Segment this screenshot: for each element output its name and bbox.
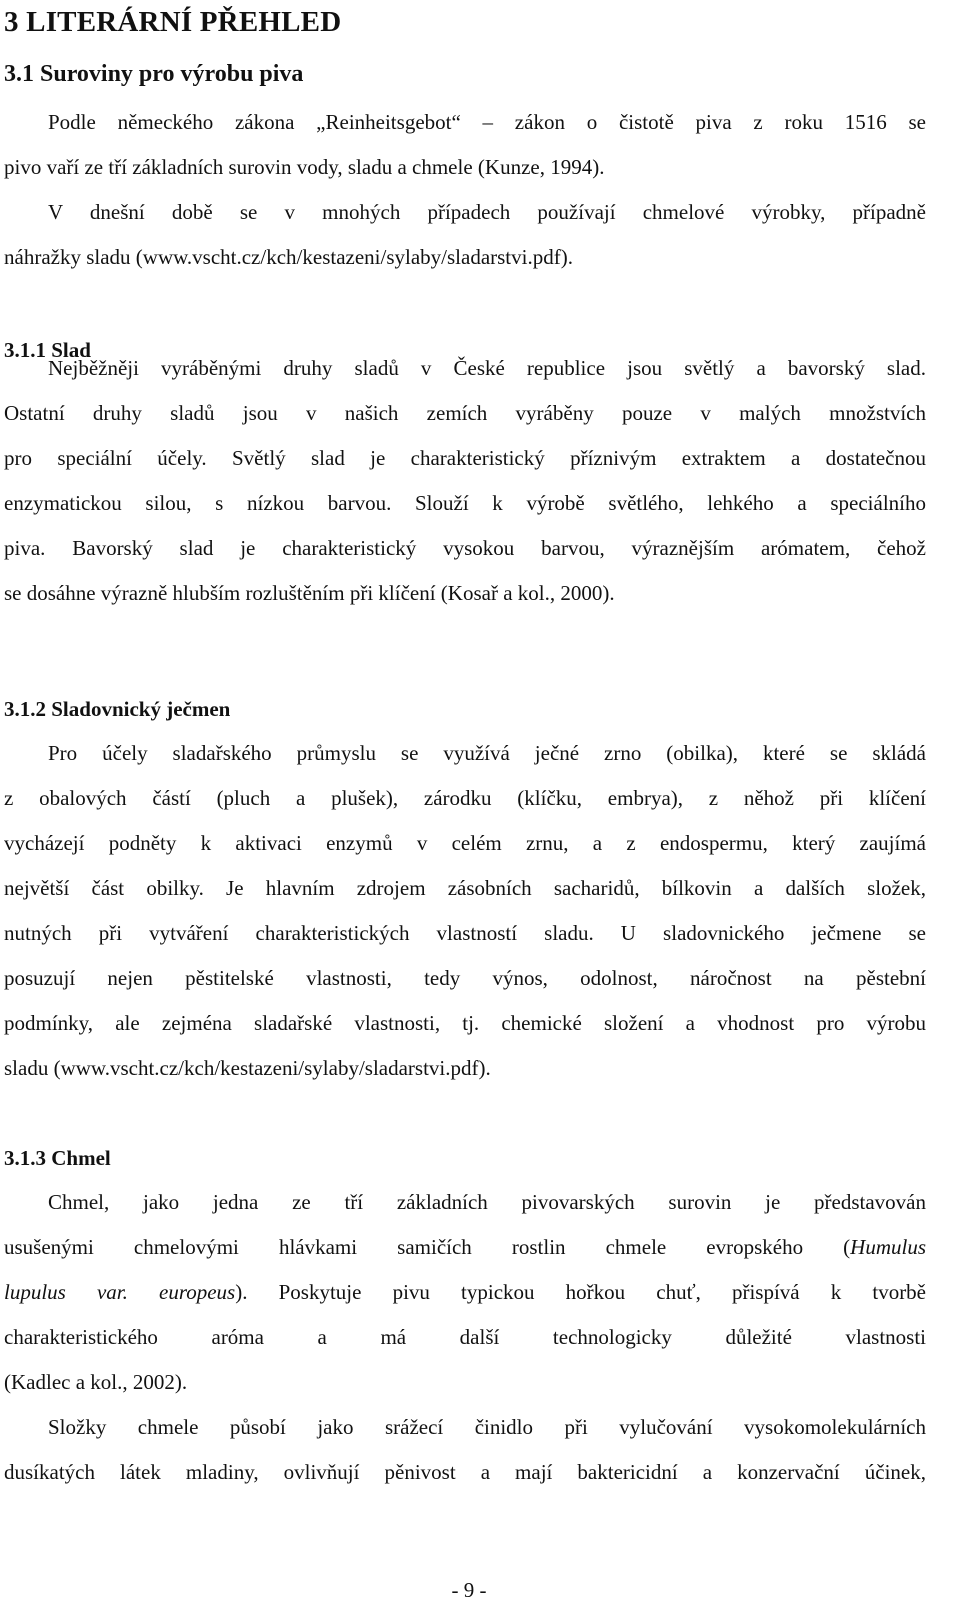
paragraph-line: náhražky sladu (www.vscht.cz/kch/kestazeni/sylaby/sladarstvi.pdf). [4,245,573,269]
paragraph-line: V dnešní době se v mnohých případech používají chmelové výrobky, případně [48,200,926,224]
paragraph-line: Pro účely sladařského průmyslu se využívá ječné zrno (obilka), které se skládá [48,741,926,765]
paragraph-line: z obalových částí (pluch a plušek), zárodku (klíčku, embrya), z něhož při klíčení [4,786,926,810]
text-run: usušenými chmelovými hlávkami samičích rostlin chmele evropského ( [4,1235,851,1259]
jecmen-paragraph [4,731,926,1091]
page-number: - 9 - [451,1578,487,1602]
paragraph-line: piva. Bavorský slad je charakteristický vysokou barvou, výraznějším arómatem, čehož [4,536,926,560]
latin-name-italic: lupulus var. europeus [4,1280,236,1304]
paragraph-line: podmínky, ale zejména sladařské vlastnosti, tj. chemické složení a vhodnost pro výrobu [4,1011,926,1035]
text-run: ). Poskytuje pivu typickou hořkou chuť, přispívá k tvorbě [235,1280,927,1304]
intro-paragraph [4,100,926,280]
paragraph-line: největší část obilky. Je hlavním zdrojem zásobních sacharidů, bílkovin a dalších složek, [4,876,926,900]
paragraph-line: Složky chmele působí jako srážecí činidlo při vylučování vysokomolekulárních [48,1415,926,1439]
paragraph-line: (Kadlec a kol., 2002). [4,1370,188,1394]
chmel-paragraph-2 [4,1405,926,1495]
paragraph-line: pivo vaří ze tří základních surovin vody, sladu a chmele (Kunze, 1994). [4,155,605,179]
slad-paragraph [4,346,926,616]
paragraph-line: se dosáhne výrazně hlubším rozluštěním při klíčení (Kosař a kol., 2000). [4,581,615,605]
paragraph-line: sladu (www.vscht.cz/kch/kestazeni/sylaby/sladarstvi.pdf). [4,1056,491,1080]
paragraph-line: Chmel, jako jedna ze tří základních pivovarských surovin je představován [48,1190,926,1214]
paragraph-line [4,1225,926,1270]
paragraph-line: nutných při vytváření charakteristických vlastností sladu. U sladovnického ječmene se [4,921,926,945]
paragraph-line: posuzují nejen pěstitelské vlastnosti, tedy výnos, odolnost, náročnost na pěstební [4,966,926,990]
paragraph-line: Podle německého zákona „Reinheitsgebot“ – zákon o čistotě piva z roku 1516 se [48,110,926,134]
paragraph-line: charakteristického aróma a má další technologicky důležité vlastnosti [4,1325,926,1349]
paragraph-line: vycházejí podněty k aktivaci enzymů v celém zrnu, a z endospermu, který zaujímá [4,831,926,855]
subsection-heading-slad: 3.1.1 Slad [4,338,91,362]
subsection-heading-chmel: 3.1.3 Chmel [4,1146,111,1170]
paragraph-line: pro speciální účely. Světlý slad je charakteristický příznivým extraktem a dostatečnou [4,446,926,470]
section-heading: 3.1 Suroviny pro výrobu piva [4,61,304,87]
chmel-paragraph-1 [4,1180,926,1405]
chapter-heading: 3 LITERÁRNÍ PŘEHLED [4,6,342,38]
paragraph-line: Nejběžněji vyráběnými druhy sladů v České republice jsou světlý a bavorský slad. [48,356,926,380]
latin-name-italic: Humulus [850,1235,926,1259]
paragraph-line: dusíkatých látek mladiny, ovlivňují pěnivost a mají baktericidní a konzervační účinek, [4,1460,926,1484]
paragraph-line [4,1270,926,1315]
paragraph-line: enzymatickou silou, s nízkou barvou. Slouží k výrobě světlého, lehkého a speciálního [4,491,926,515]
paragraph-line: Ostatní druhy sladů jsou v našich zemích vyráběny pouze v malých množstvích [4,401,926,425]
subsection-heading-jecmen: 3.1.2 Sladovnický ječmen [4,697,231,721]
